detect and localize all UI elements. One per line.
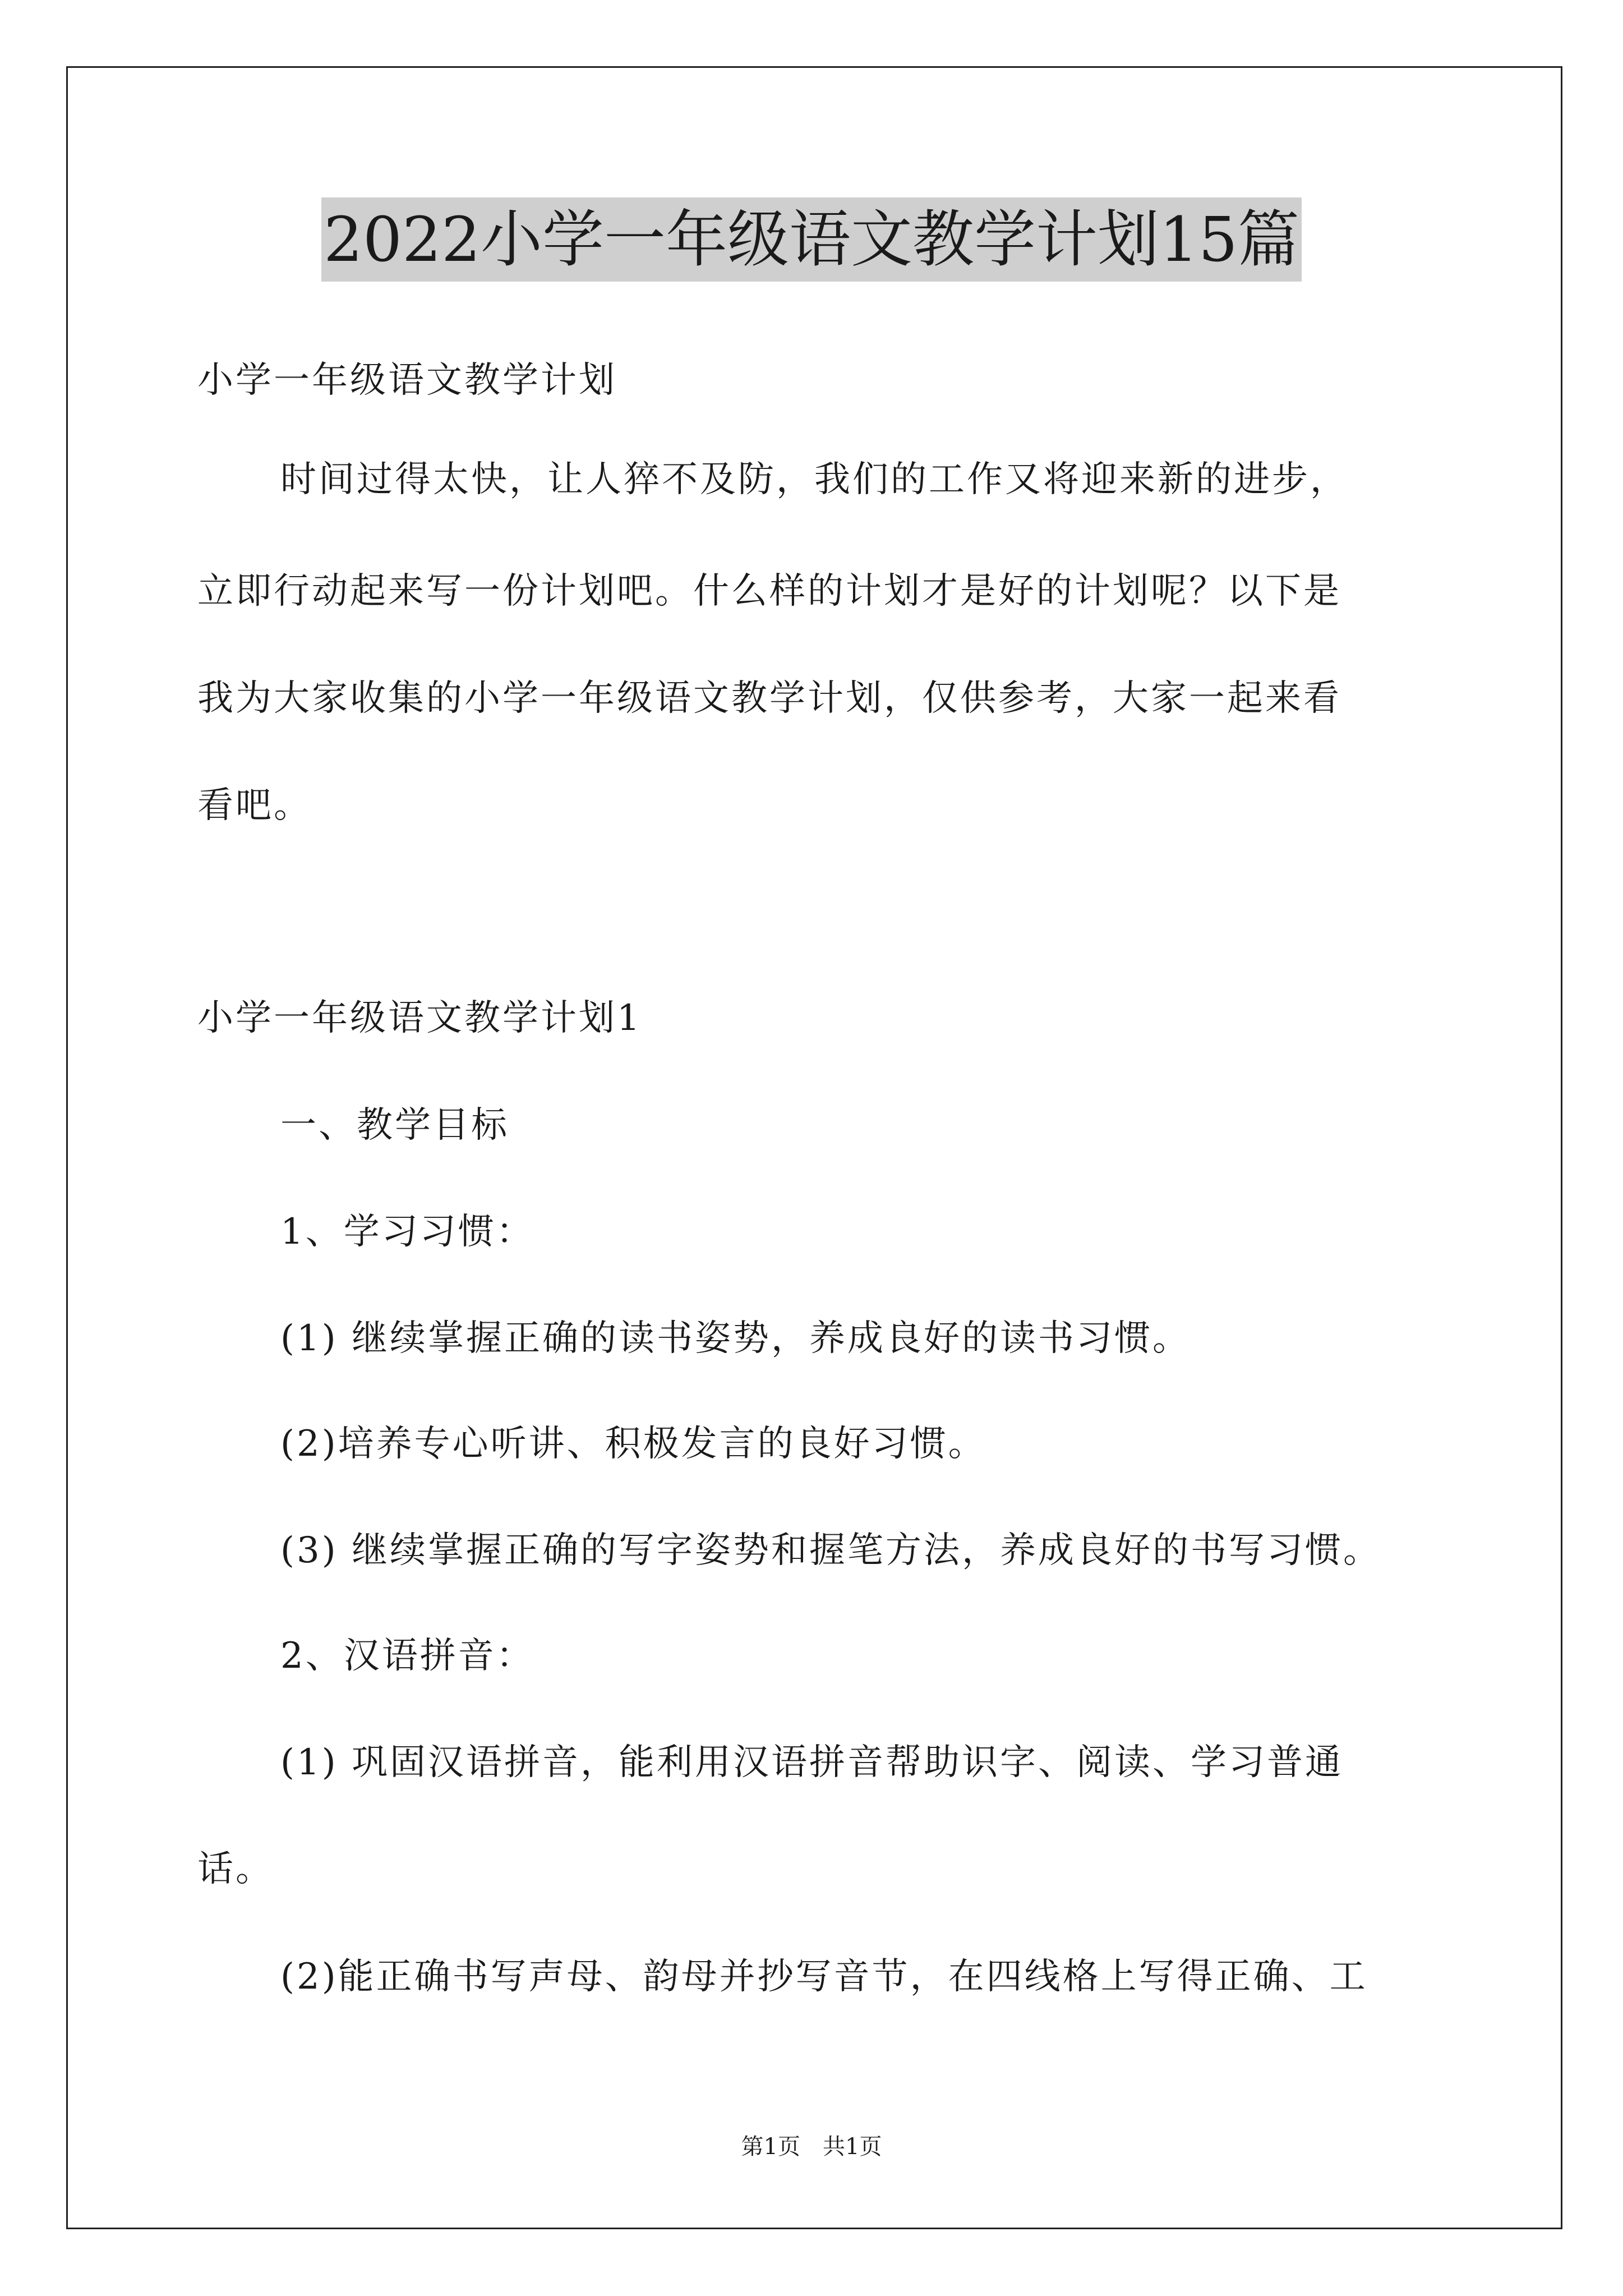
section-heading: 小学一年级语文教学计划: [197, 360, 617, 401]
title-block: [0, 197, 1623, 282]
paragraph-line: (2)培养专心听讲、积极发言的良好习惯。: [280, 1423, 986, 1465]
page-total: 共1页: [823, 2134, 882, 2160]
document-title: 2022小学一年级语文教学计划15篇: [321, 197, 1302, 282]
paragraph-line: (1) 继续掌握正确的读书姿势，养成良好的读书习惯。: [280, 1318, 1191, 1359]
paragraph-line: 2、汉语拼音：: [280, 1635, 534, 1677]
paragraph-line: 看吧。: [197, 785, 312, 826]
paragraph-line: (2)能正确书写声母、韵母并抄写音节，在四线格上写得正确、工: [280, 1956, 1368, 1998]
paragraph-line: (3) 继续掌握正确的写字姿势和握笔方法，养成良好的书写习惯。: [280, 1530, 1381, 1571]
section-heading: 小学一年级语文教学计划1: [197, 997, 642, 1039]
page-footer: [0, 2133, 1623, 2161]
paragraph-line: 我为大家收集的小学一年级语文教学计划，仅供参考，大家一起来看: [197, 678, 1341, 719]
page-number: 第1页: [741, 2134, 800, 2160]
paragraph-line: 话。: [197, 1848, 274, 1890]
paragraph-line: (1) 巩固汉语拼音，能利用汉语拼音帮助识字、阅读、学习普通: [280, 1742, 1343, 1783]
paragraph-line: 立即行动起来写一份计划吧。什么样的计划才是好的计划呢？以下是: [197, 570, 1341, 612]
paragraph-line: 1、学习习惯：: [280, 1211, 534, 1253]
paragraph-line: 时间过得太快，让人猝不及防，我们的工作又将迎来新的进步，: [280, 459, 1348, 500]
paragraph-line: 一、教学目标: [280, 1105, 509, 1146]
